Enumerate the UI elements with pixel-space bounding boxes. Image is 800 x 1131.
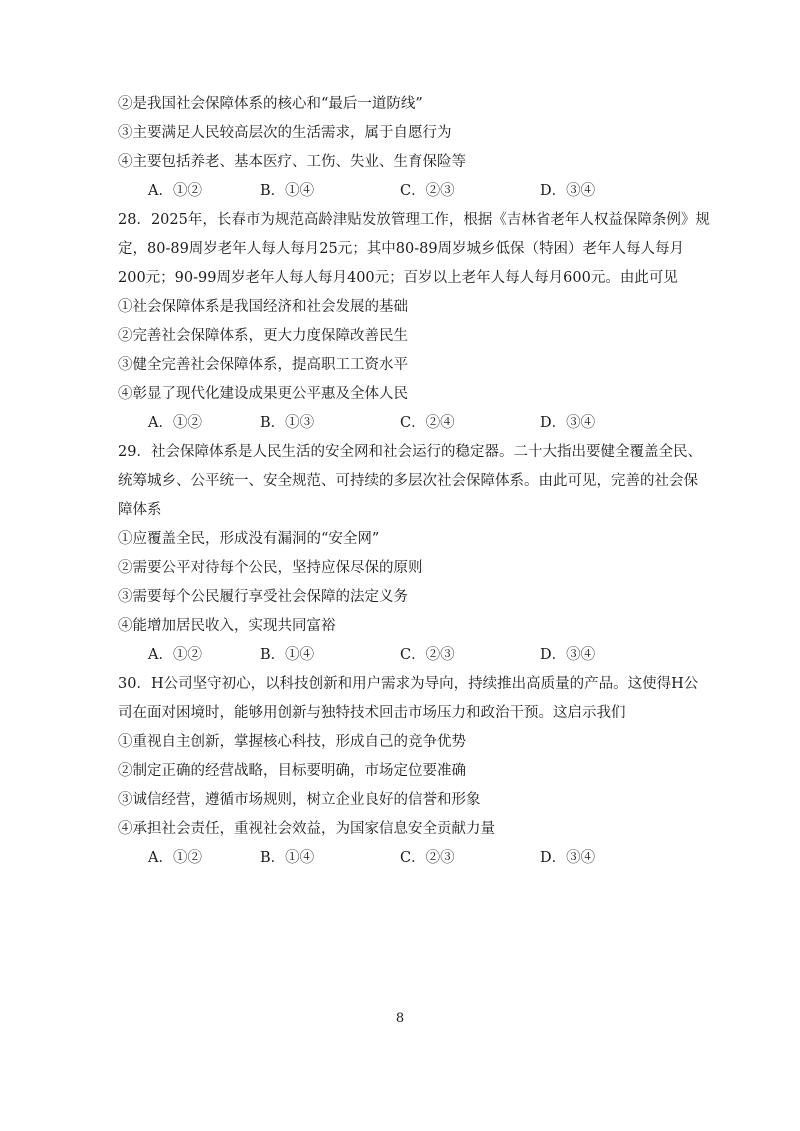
q30-item-3: ③诚信经营，遵循市场规则，树立企业良好的信誉和形象: [118, 792, 481, 808]
q28-option-a: A．①②: [148, 415, 202, 431]
q29-stem-line-2: 统筹城乡、公平统一、安全规范、可持续的多层次社会保障体系。由此可见，完善的社会保: [118, 473, 698, 489]
q28-stem-line-1: 28．2025年，长春市为规范高龄津贴发放管理工作，根据《吉林省老年人权益保障条例》规: [118, 212, 710, 228]
q30-stem-line-2: 司在面对困境时，能够用创新与独特技术回击市场压力和政治干预。这启示我们: [118, 705, 626, 721]
q30-item-4: ④承担社会责任，重视社会效益，为国家信息安全贡献力量: [118, 821, 495, 837]
q27-option-a: A．①②: [148, 183, 202, 199]
q29-option-c: C．②③: [400, 647, 455, 663]
q30-item-2: ②制定正确的经营战略，目标要明确，市场定位要准确: [118, 763, 466, 779]
q28-option-d: D．③④: [540, 415, 596, 431]
q28-item-4: ④彰显了现代化建设成果更公平惠及全体人民: [118, 386, 408, 402]
q30-item-1: ①重视自主创新，掌握核心科技，形成自己的竞争优势: [118, 734, 466, 750]
q28-option-b: B．①③: [260, 415, 315, 431]
q30-option-c: C．②③: [400, 850, 455, 866]
q28-item-2: ②完善社会保障体系，更大力度保障改善民生: [118, 328, 408, 344]
q29-stem-line-3: 障体系: [118, 502, 162, 518]
q30-option-d: D．③④: [540, 850, 596, 866]
q29-item-2: ②需要公平对待每个公民，坚持应保尽保的原则: [118, 560, 423, 576]
q29-option-a: A．①②: [148, 647, 202, 663]
q29-option-b: B．①④: [260, 647, 315, 663]
q27-option-d: D．③④: [540, 183, 596, 199]
q29-item-3: ③需要每个公民履行享受社会保障的法定义务: [118, 589, 408, 605]
q28-item-3: ③健全完善社会保障体系，提高职工工资水平: [118, 357, 408, 373]
q30-stem-line-1: 30．H公司坚守初心，以科技创新和用户需求为导向，持续推出高质量的产品。这使得H公: [118, 676, 699, 692]
q27-option-b: B．①④: [260, 183, 315, 199]
q27-item-4: ④主要包括养老、基本医疗、工伤、失业、生育保险等: [118, 154, 466, 170]
q27-item-2: ②是我国社会保障体系的核心和“最后一道防线”: [118, 96, 423, 112]
q28-stem-line-2: 定，80-89周岁老年人每人每月25元；其中80-89周岁城乡低保（特困）老年人每人每月: [118, 241, 685, 257]
q28-item-1: ①社会保障体系是我国经济和社会发展的基础: [118, 299, 408, 315]
q27-item-3: ③主要满足人民较高层次的生活需求，属于自愿行为: [118, 125, 452, 141]
q27-option-c: C．②③: [400, 183, 455, 199]
q29-stem-line-1: 29．社会保障体系是人民生活的安全网和社会运行的稳定器。二十大指出要健全覆盖全民、: [118, 444, 702, 460]
q29-option-d: D．③④: [540, 647, 596, 663]
q28-option-c: C．②④: [400, 415, 455, 431]
q29-item-1: ①应覆盖全民，形成没有漏洞的“安全网”: [118, 531, 380, 547]
q30-option-b: B．①④: [260, 850, 315, 866]
q28-stem-line-3: 200元；90-99周岁老年人每人每月400元；百岁以上老年人每人每月600元。由此可见: [118, 270, 678, 286]
q30-option-a: A．①②: [148, 850, 202, 866]
page-number: 8: [395, 1011, 405, 1026]
q29-item-4: ④能增加居民收入，实现共同富裕: [118, 618, 336, 634]
